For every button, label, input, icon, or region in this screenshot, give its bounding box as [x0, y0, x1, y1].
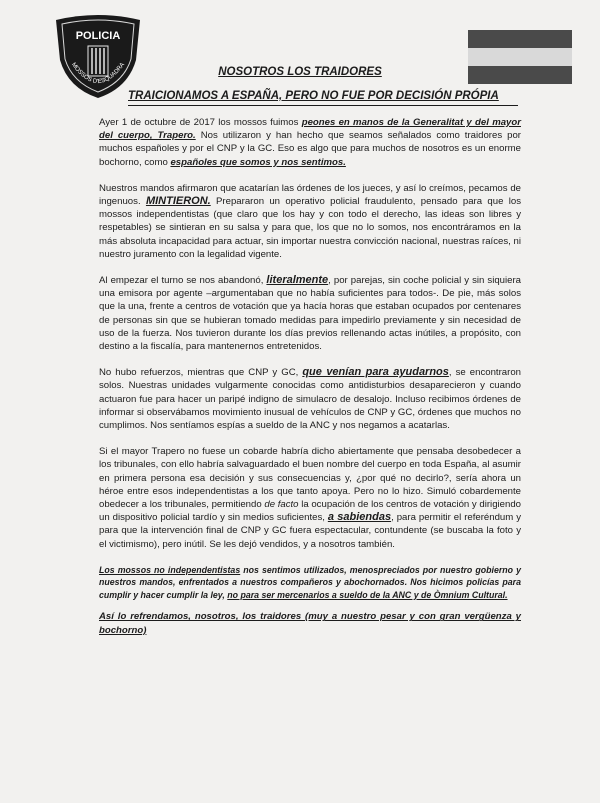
paragraph-7: Así lo refrendamos, nosotros, los traidores (muy a nuestro pesar y con gran vergüenza y bochorno): [99, 611, 521, 636]
flag-stripe: [468, 30, 572, 48]
paragraph-6: Los mossos no independentistas nos sentimos utilizados, menospreciados por nuestro gobierno y nuestros mandos, enfrentados a nuestros compañeros y abochornados. Nos hicimos policías para cumplir y hacer cumplir la ley, no para ser mercenarios a sueldo de la ANC y de Òmnium Cultural.: [99, 564, 521, 600]
paragraph-4: No hubo refuerzos, mientras que CNP y GC, que venían para ayudarnos, se encontraron solos. Nuestras unidades vulgarmente conocidas como antidisturbios desaparecieron y cuando actuaron fue para hacer un paripé indigno de simulacro de desalojo. Incluso recibimos órdenes de informar si observábamos movimiento inusual de vehículos de CNP y GC, órdenes que muchos no cumplimos. Nos sentíamos espías a sueldo de la ANC y nos negamos a acatarlas.: [99, 366, 521, 432]
paragraph-1: Ayer 1 de octubre de 2017 los mossos fuimos peones en manos de la Generalitat y del mayor del cuerpo, Trapero. Nos utilizaron y han hecho que seamos señalados como traidores por muchos españoles y por el CNP y la GC. Eso es algo que para muchos de nosotros es un enorme bochorno, como españoles que somos y nos sentimos.: [99, 117, 521, 168]
police-badge-logo: [50, 12, 146, 102]
document-subtitle: TRAICIONAMOS A ESPAÑA, PERO NO FUE POR DECISIÓN PRÓPIA: [128, 90, 499, 102]
paragraph-2: Nuestros mandos afirmaron que acatarían las órdenes de los jueces, y así lo creímos, pecamos de ingenuos. MINTIERON. Prepararon un operativo policial fraudulento, pensado para que los mossos independentistas (que claro que los hay y con todo el derecho, las ideas son libres y respetables) se sintieran en su salsa y para que, los que no lo somos, nos encontráramos en la más absoluta incapacidad para actuar, sin importar nuestra convicción nacional, nuestras raíces, ni nuestro juramento con la legalidad vigente.: [99, 182, 521, 260]
paragraph-5: Si el mayor Trapero no fuese un cobarde habría dicho abiertamente que pensaba desobedecer a los tribunales, con ello habría salvaguardado el buen nombre del cuerpo en toda España, al asumir en primera persona esa decisión y sus consecuencias y, ¿por qué no decirlo?, sería ahora un héroe entre esos independentistas a los que tanto apoya. Pero no lo hizo. Simuló cobardemente obedecer a los tribunales, permitiendo de facto la ocupación de los centros de votación y dirigiendo un dispositivo policial tardío y sin medios suficientes, a sabiendas, para permitir el referéndum y para que la intervención final de CNP y GC fuera espectacular, contundente (se buscaba la foto y el victimismo), pero inútil. Se les dejó vendidos, y a nosotros también.: [99, 446, 522, 550]
document-title: NOSOTROS LOS TRAIDORES: [218, 66, 382, 78]
flag-stripe: [468, 48, 572, 66]
badge-text-police: POLICIA: [75, 30, 121, 42]
paragraph-3: Al empezar el turno se nos abandonó, literalmente, por parejas, sin coche policial y sin siquiera una emisora por agente –argumentaban que no había suficientes para todos-. De pie, más solos que la una, frente a centros de votación que ya hacía horas que estaban ocupados por centenares de personas sin que se hubieran tomado medidas para impedirlo previamente y sin necesidad de uso de la fuerza. Nos tuvieron durante los días previos rellenando actas inútiles, a propósito, con destino a la fiscalía, para mantenernos entretenidos.: [99, 274, 521, 353]
badge-text-mossos: MOSSOS D'ESQUADRA: [70, 62, 126, 86]
document-body: [99, 116, 521, 646]
subtitle-rule: [128, 105, 518, 106]
